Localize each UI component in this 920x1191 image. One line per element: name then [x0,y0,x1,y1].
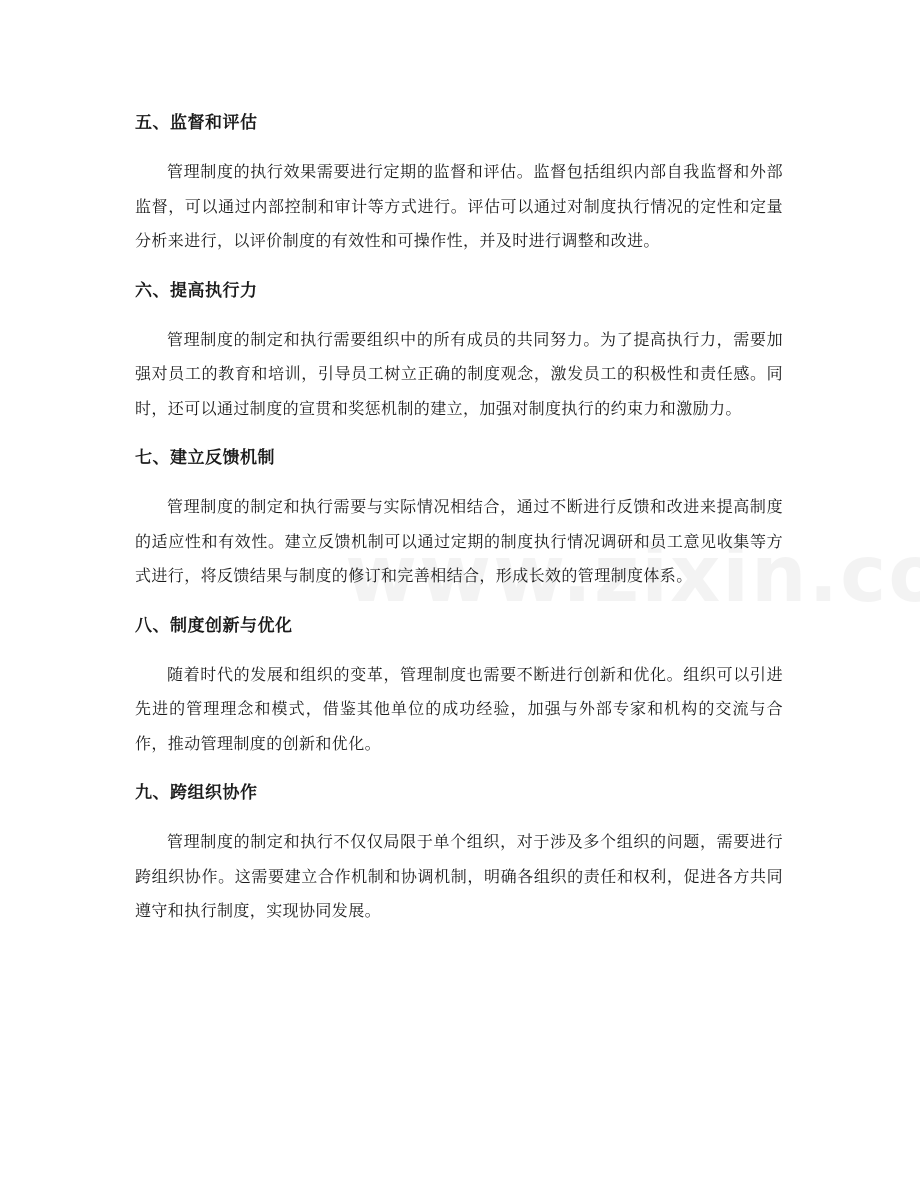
section-paragraph: 管理制度的执行效果需要进行定期的监督和评估。监督包括组织内部自我监督和外部监督，可以通过内部控制和审计等方式进行。评估可以通过对制度执行情况的定性和定量分析来进行，以评价制度的有效性和可操作性，并及时进行调整和改进。 [135,162,783,250]
section-heading: 八、制度创新与优化 [135,615,293,636]
section-innovation [135,609,783,762]
section-heading: 九、跨组织协作 [135,783,258,803]
section-paragraph: 管理制度的制定和执行需要与实际情况相结合，通过不断进行反馈和改进来提高制度的适应性和有效性。建立反馈机制可以通过定期的制度执行情况调研和员工意见收集等方式进行，将反馈结果与制度的修订和完善相结合，形成长效的管理制度体系。 [135,497,783,585]
section-paragraph: 管理制度的制定和执行不仅仅局限于单个组织，对于涉及多个组织的问题，需要进行跨组织协作。这需要建立合作机制和协调机制，明确各组织的责任和权利，促进各方共同遵守和执行制度，实现协同发展。 [135,832,783,920]
section-supervision [135,106,783,259]
section-heading: 五、监督和评估 [135,113,258,133]
section-heading: 六、提高执行力 [135,280,258,301]
section-feedback [135,441,783,594]
document-body [135,106,783,944]
section-paragraph: 管理制度的制定和执行需要组织中的所有成员的共同努力。为了提高执行力，需要加强对员工的教育和培训，引导员工树立正确的制度观念，激发员工的积极性和责任感。同时，还可以通过制度的宣贯和奖惩机制的建立，加强对制度执行的约束力和激励力。 [135,329,783,418]
section-collaboration [135,776,783,929]
section-heading: 七、建立反馈机制 [135,448,275,468]
section-paragraph: 随着时代的发展和组织的变革，管理制度也需要不断进行创新和优化。组织可以引进先进的管理理念和模式，借鉴其他单位的成功经验，加强与外部专家和机构的交流与合作，推动管理制度的创新和优化。 [135,664,783,753]
section-execution [135,274,783,427]
